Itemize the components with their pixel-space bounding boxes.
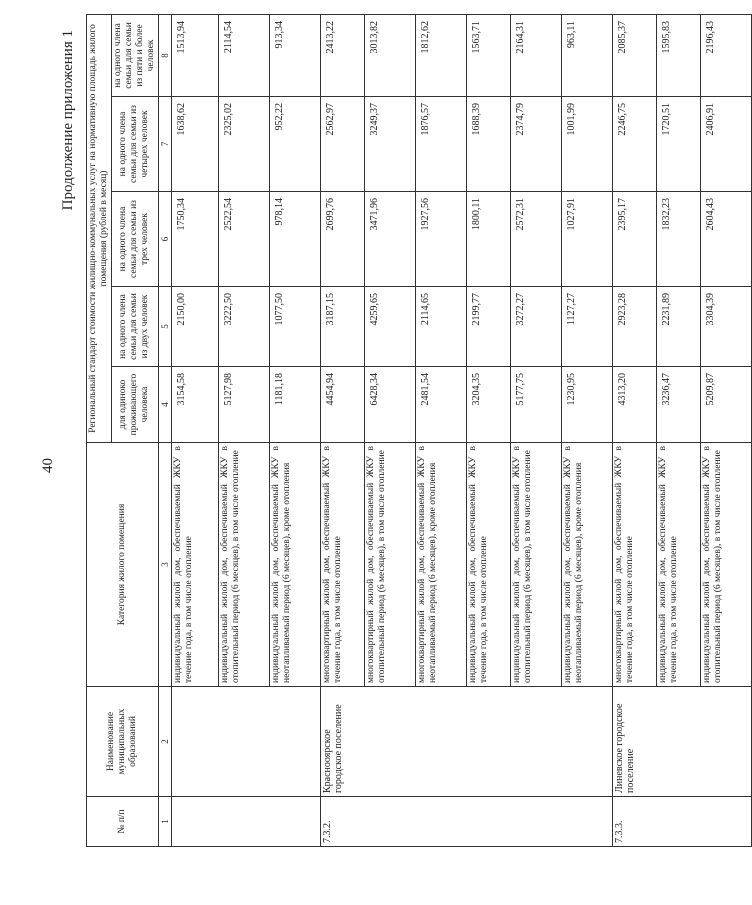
value-cell: 2395,17 [612, 192, 656, 287]
cost-standard-table [86, 14, 752, 847]
value-cell: 4259,65 [364, 287, 415, 367]
value-cell: 2196,43 [700, 14, 751, 96]
value-cell: 4313,20 [612, 367, 656, 443]
column-number: 3 [158, 443, 171, 687]
value-cell: 2699,76 [320, 192, 364, 287]
table-row [656, 14, 700, 846]
column-number: 8 [158, 14, 171, 96]
header-standard: Региональный стандарт стоимости жилищно-коммунальных услуг на нормативную площадь жилого помещения (рублей в месяц) [87, 14, 112, 442]
header-sub-4: на одного члена семьи для семьи из четырех человек [111, 97, 158, 192]
row-number-cell [700, 797, 751, 847]
column-number-row [158, 14, 171, 846]
value-cell: 2923,28 [612, 287, 656, 367]
category-cell: индивидуальный жилой дом, обеспечиваемый ЖКУ в течение года, в том числе отопление [656, 443, 700, 687]
value-cell: 1513,94 [171, 14, 218, 96]
header-sub-5: на одного члена семьи для семьи из пяти и более человек [111, 14, 158, 96]
header-municipality: Наименование муниципальных образований [87, 687, 159, 797]
category-cell: многоквартирный жилой дом, обеспечиваемый ЖКУ в течение года, в том числе отопление [320, 443, 364, 687]
column-number: 6 [158, 192, 171, 287]
value-cell: 913,34 [269, 14, 320, 96]
row-number-cell [656, 797, 700, 847]
value-cell: 1001,99 [561, 97, 612, 192]
value-cell: 5209,87 [700, 367, 751, 443]
municipality-cell [510, 687, 561, 797]
municipality-cell [218, 687, 269, 797]
category-cell: индивидуальный жилой дом, обеспечиваемый ЖКУ в неотапливаемый период (6 месяцев), кроме отопления [269, 443, 320, 687]
row-number-cell [561, 797, 612, 847]
category-cell: многоквартирный жилой дом, обеспечиваемый ЖКУ в течение года, в том числе отопление [612, 443, 656, 687]
value-cell: 2246,75 [612, 97, 656, 192]
row-number-cell [364, 797, 415, 847]
value-cell: 1230,95 [561, 367, 612, 443]
value-cell: 1750,34 [171, 192, 218, 287]
category-cell: многоквартирный жилой дом, обеспечиваемый ЖКУ в неотапливаемый период (6 месяцев), кроме отопления [415, 443, 466, 687]
category-cell: индивидуальный жилой дом, обеспечиваемый ЖКУ в отопительный период (6 месяцев), в том числе отопление [218, 443, 269, 687]
table-row [700, 14, 751, 846]
value-cell: 2604,43 [700, 192, 751, 287]
table-row [269, 14, 320, 846]
value-cell: 2199,77 [466, 287, 510, 367]
header-no: № п/п [87, 797, 159, 847]
value-cell: 4454,94 [320, 367, 364, 443]
municipality-cell [364, 687, 415, 797]
municipality-cell [561, 687, 612, 797]
municipality-cell: Линевское городское поселение [612, 687, 656, 797]
municipality-cell [269, 687, 320, 797]
column-number: 4 [158, 367, 171, 443]
value-cell: 3236,47 [656, 367, 700, 443]
category-cell: индивидуальный жилой дом, обеспечиваемый ЖКУ в течение года, в том числе отопление [171, 443, 218, 687]
value-cell: 2085,37 [612, 14, 656, 96]
row-number-cell [466, 797, 510, 847]
table-body [171, 14, 751, 846]
value-cell: 2114,54 [218, 14, 269, 96]
municipality-cell [466, 687, 510, 797]
value-cell: 1563,71 [466, 14, 510, 96]
municipality-cell [700, 687, 751, 797]
value-cell: 3304,39 [700, 287, 751, 367]
value-cell: 1688,39 [466, 97, 510, 192]
value-cell: 3272,27 [510, 287, 561, 367]
column-number: 2 [158, 687, 171, 797]
value-cell: 1927,56 [415, 192, 466, 287]
value-cell: 963,11 [561, 14, 612, 96]
table-row [612, 14, 656, 846]
value-cell: 5127,98 [218, 367, 269, 443]
value-cell: 3013,82 [364, 14, 415, 96]
value-cell: 2481,54 [415, 367, 466, 443]
column-number: 1 [158, 797, 171, 847]
category-cell: многоквартирный жилой дом, обеспечиваемый ЖКУ в отопительный период (6 месяцев), в том числе отопление [364, 443, 415, 687]
row-number-cell [171, 797, 218, 847]
value-cell: 1832,23 [656, 192, 700, 287]
table-row [171, 14, 218, 846]
value-cell: 1876,57 [415, 97, 466, 192]
value-cell: 3187,15 [320, 287, 364, 367]
value-cell: 978,14 [269, 192, 320, 287]
row-number-cell [510, 797, 561, 847]
table-row [561, 14, 612, 846]
header-sub-1: для одиноко проживающего человека [111, 367, 158, 443]
row-number-cell [415, 797, 466, 847]
table-row [466, 14, 510, 846]
value-cell: 6428,34 [364, 367, 415, 443]
municipality-cell [415, 687, 466, 797]
table-header [87, 14, 172, 846]
row-number-cell [269, 797, 320, 847]
category-cell: индивидуальный жилой дом, обеспечиваемый ЖКУ в неотапливаемый период (6 месяцев), кроме отопления [561, 443, 612, 687]
value-cell: 1595,83 [656, 14, 700, 96]
page-number: 40 [40, 458, 56, 473]
category-cell: индивидуальный жилой дом, обеспечиваемый ЖКУ в отопительный период (6 месяцев), в том числе отопление [510, 443, 561, 687]
value-cell: 1127,27 [561, 287, 612, 367]
value-cell: 2572,31 [510, 192, 561, 287]
column-number: 5 [158, 287, 171, 367]
value-cell: 2413,22 [320, 14, 364, 96]
value-cell: 1720,51 [656, 97, 700, 192]
value-cell: 1812,62 [415, 14, 466, 96]
value-cell: 952,22 [269, 97, 320, 192]
value-cell: 2114,65 [415, 287, 466, 367]
municipality-cell [656, 687, 700, 797]
header-category: Категория жилого помещения [87, 443, 159, 687]
table-row [320, 14, 364, 846]
header-sub-3: на одного члена семьи для семьи из трех человек [111, 192, 158, 287]
value-cell: 1800,11 [466, 192, 510, 287]
category-cell: индивидуальный жилой дом, обеспечиваемый ЖКУ в течение года, в том числе отопление [466, 443, 510, 687]
appendix-title: Продолжение приложения 1 [60, 30, 76, 211]
table-row [415, 14, 466, 846]
municipality-cell [171, 687, 218, 797]
value-cell: 2406,91 [700, 97, 751, 192]
value-cell: 3249,37 [364, 97, 415, 192]
value-cell: 2522,54 [218, 192, 269, 287]
header-sub-2: на одного члена семьи для семьи из двух человек [111, 287, 158, 367]
value-cell: 2374,79 [510, 97, 561, 192]
value-cell: 1077,50 [269, 287, 320, 367]
value-cell: 2562,97 [320, 97, 364, 192]
value-cell: 2150,00 [171, 287, 218, 367]
table-row [510, 14, 561, 846]
value-cell: 2231,89 [656, 287, 700, 367]
row-number-cell: 7.3.2. [320, 797, 364, 847]
category-cell: индивидуальный жилой дом, обеспечиваемый ЖКУ в отопительный период (6 месяцев), в том числе отопление [700, 443, 751, 687]
value-cell: 2164,31 [510, 14, 561, 96]
value-cell: 3204,35 [466, 367, 510, 443]
municipality-cell: Краснооярское городское поселение [320, 687, 364, 797]
row-number-cell [218, 797, 269, 847]
table-row [218, 14, 269, 846]
value-cell: 5177,75 [510, 367, 561, 443]
table-row [364, 14, 415, 846]
column-number: 7 [158, 97, 171, 192]
value-cell: 2325,02 [218, 97, 269, 192]
value-cell: 3222,50 [218, 287, 269, 367]
value-cell: 1027,91 [561, 192, 612, 287]
value-cell: 3471,96 [364, 192, 415, 287]
row-number-cell: 7.3.3. [612, 797, 656, 847]
value-cell: 3154,58 [171, 367, 218, 443]
value-cell: 1638,62 [171, 97, 218, 192]
value-cell: 1181,18 [269, 367, 320, 443]
